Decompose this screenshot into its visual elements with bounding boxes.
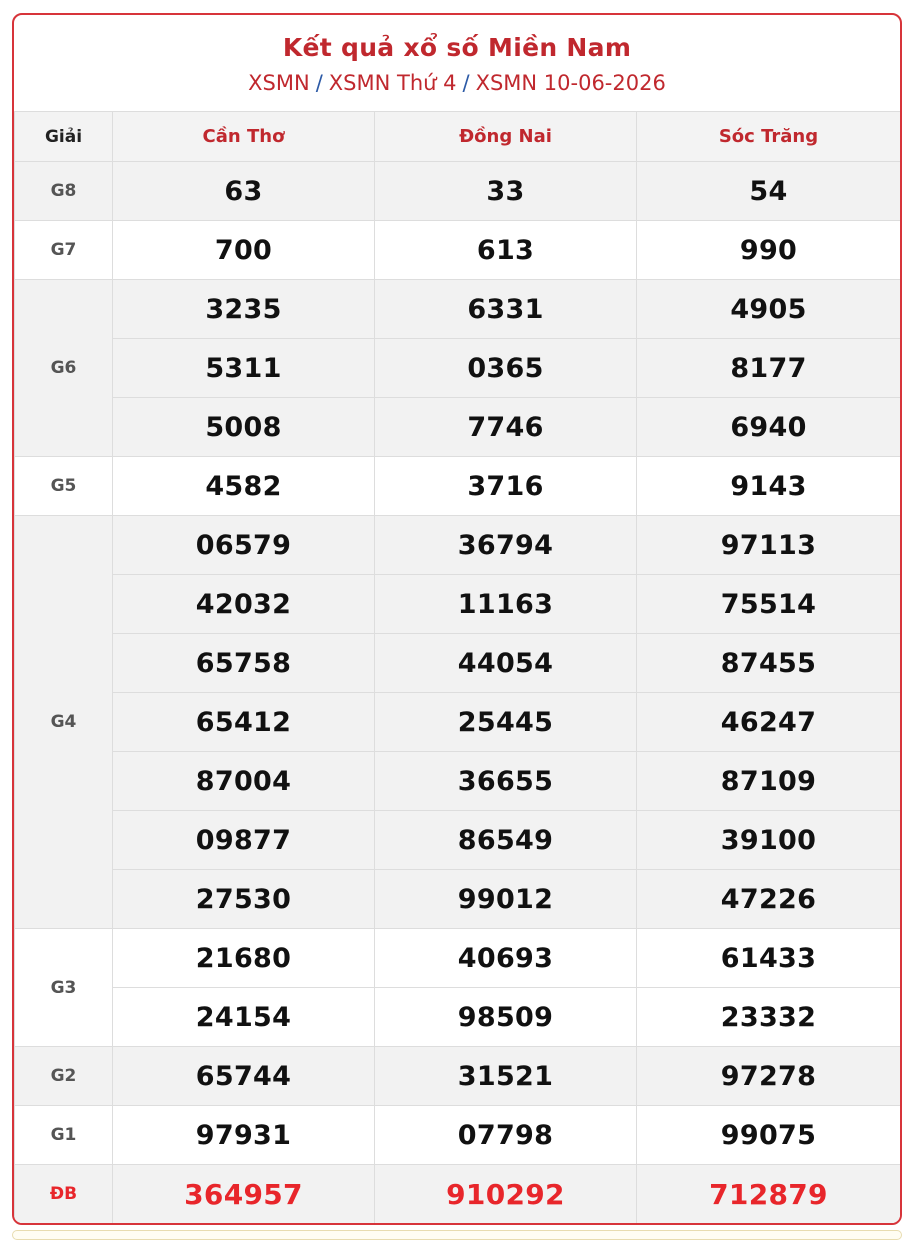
result-number: 5008 [113,398,375,457]
prize-label: G3 [15,929,113,1047]
table-row [15,398,901,457]
result-number: 24154 [113,988,375,1047]
table-row [15,516,901,575]
table-row [15,1106,901,1165]
table-row [15,693,901,752]
table-row [15,221,901,280]
prize-label: G7 [15,221,113,280]
province-header-soc-trang[interactable]: Sóc Trăng [637,112,901,162]
result-number: 23332 [637,988,901,1047]
result-number: 6940 [637,398,901,457]
result-number: 09877 [113,811,375,870]
result-number: 990 [637,221,901,280]
prize-label: G6 [15,280,113,457]
result-number: 0365 [375,339,637,398]
result-number: 7746 [375,398,637,457]
table-row [15,752,901,811]
next-section-edge [12,1230,902,1240]
result-number: 87455 [637,634,901,693]
results-card [12,13,902,1225]
page-title: Kết quả xổ số Miền Nam [282,33,632,62]
result-number: 33 [375,162,637,221]
table-row [15,811,901,870]
result-number: 86549 [375,811,637,870]
prize-column-header: Giải [15,112,113,162]
breadcrumb-link-weekday[interactable]: XSMN Thứ 4 [328,71,457,95]
result-number: 46247 [637,693,901,752]
table-row [15,280,901,339]
table-row [15,457,901,516]
prize-label: G5 [15,457,113,516]
table-row [15,575,901,634]
result-number: 42032 [113,575,375,634]
result-number: 87109 [637,752,901,811]
result-number: 63 [113,162,375,221]
table-row [15,988,901,1047]
result-number: 700 [113,221,375,280]
table-row [15,870,901,929]
result-number: 36794 [375,516,637,575]
province-header-dong-nai[interactable]: Đồng Nai [375,112,637,162]
result-number: 61433 [637,929,901,988]
result-number: 910292 [375,1165,637,1224]
prize-label: G2 [15,1047,113,1106]
results-table [14,111,901,1224]
result-number: 06579 [113,516,375,575]
result-number: 9143 [637,457,901,516]
result-number: 47226 [637,870,901,929]
result-number: 31521 [375,1047,637,1106]
result-number: 4905 [637,280,901,339]
result-number: 8177 [637,339,901,398]
result-number: 98509 [375,988,637,1047]
breadcrumb-link-xsmn[interactable]: XSMN [248,71,310,95]
result-number: 3235 [113,280,375,339]
results-body [15,162,901,1224]
breadcrumb-separator: / [315,71,323,95]
result-number: 4582 [113,457,375,516]
breadcrumb-link-date[interactable]: XSMN 10-06-2026 [475,71,666,95]
table-row [15,339,901,398]
result-number: 25445 [375,693,637,752]
result-number: 364957 [113,1165,375,1224]
prize-label: ĐB [15,1165,113,1224]
result-number: 6331 [375,280,637,339]
table-row [15,1165,901,1224]
table-row [15,634,901,693]
result-number: 3716 [375,457,637,516]
result-number: 75514 [637,575,901,634]
result-number: 613 [375,221,637,280]
result-number: 65758 [113,634,375,693]
table-row [15,929,901,988]
result-number: 87004 [113,752,375,811]
result-number: 07798 [375,1106,637,1165]
results-header [14,15,900,111]
result-number: 99012 [375,870,637,929]
result-number: 5311 [113,339,375,398]
result-number: 65744 [113,1047,375,1106]
result-number: 65412 [113,693,375,752]
result-number: 712879 [637,1165,901,1224]
result-number: 97278 [637,1047,901,1106]
prize-label: G4 [15,516,113,929]
result-number: 97931 [113,1106,375,1165]
result-number: 54 [637,162,901,221]
province-header-can-tho[interactable]: Cần Thơ [113,112,375,162]
result-number: 99075 [637,1106,901,1165]
result-number: 40693 [375,929,637,988]
prize-label: G8 [15,162,113,221]
result-number: 36655 [375,752,637,811]
table-row [15,1047,901,1106]
result-number: 97113 [637,516,901,575]
breadcrumb [14,71,900,95]
result-number: 44054 [375,634,637,693]
prize-label: G1 [15,1106,113,1165]
table-row [15,162,901,221]
breadcrumb-separator: / [462,71,470,95]
result-number: 11163 [375,575,637,634]
table-header-row [15,112,901,162]
result-number: 21680 [113,929,375,988]
result-number: 27530 [113,870,375,929]
result-number: 39100 [637,811,901,870]
